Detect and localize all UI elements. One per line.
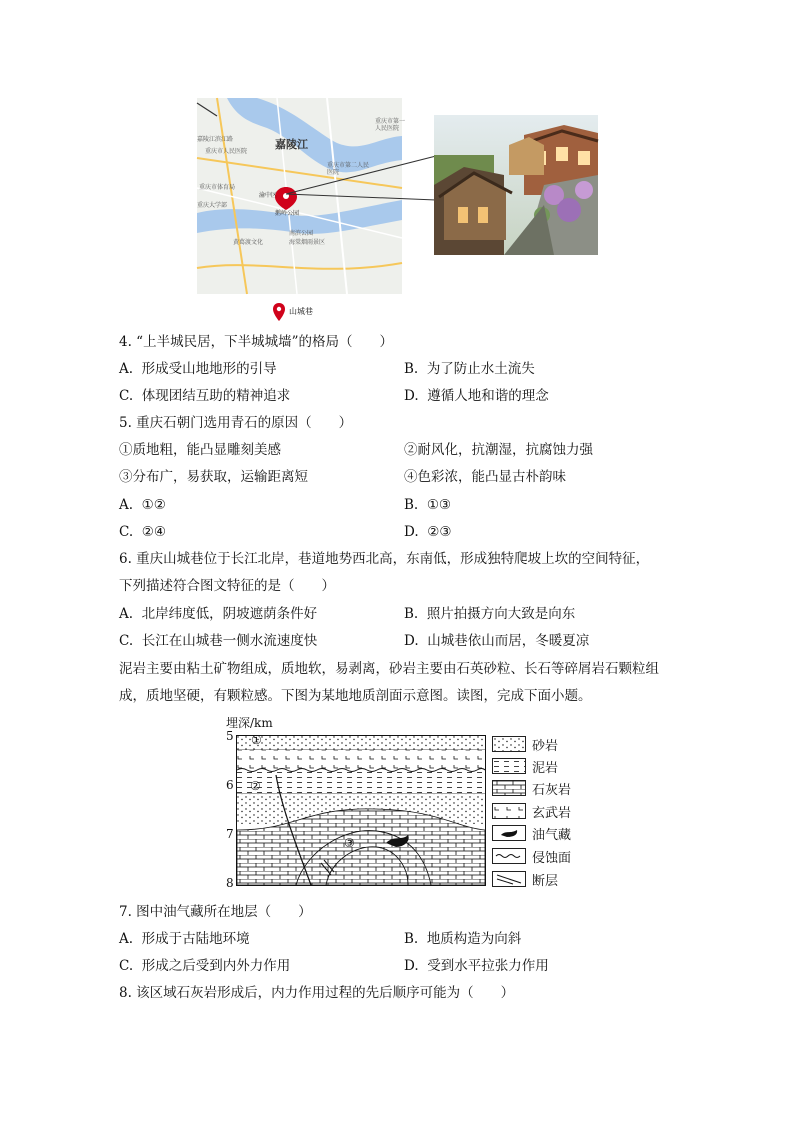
question-5-stem: 5. 重庆石朝门选用青石的原因（ ） — [119, 415, 353, 431]
option-letter: D. — [404, 633, 419, 649]
marker-3: ③ — [344, 836, 355, 850]
map-place: 重庆市体育局 — [199, 184, 236, 191]
option-text: 为了防止水土流失 — [426, 361, 535, 377]
connector-lines — [280, 150, 440, 210]
map-place: 鹅岭公园 — [275, 210, 300, 217]
q5-option-c — [119, 523, 166, 541]
option-letter: D. — [404, 958, 419, 974]
map-legend-label: 山城巷 — [289, 307, 313, 316]
passage-line-1: 泥岩主要由粘土矿物组成，质地软，易剥离，砂岩主要由石英砂粒、长石等碎屑岩石颗粒组 — [119, 661, 659, 677]
basalt-pattern-icon — [492, 803, 526, 819]
q6-option-d — [404, 632, 589, 650]
q7-option-c — [119, 957, 290, 975]
option-text: 受到水平拉张力作用 — [427, 958, 549, 974]
q7-option-b — [404, 930, 521, 948]
geologic-section — [236, 735, 486, 886]
street-photo — [434, 115, 598, 255]
q5-option-a — [119, 496, 166, 514]
limestone-pattern-icon — [492, 780, 526, 796]
marker-2: ② — [250, 779, 261, 793]
option-text: ②④ — [141, 524, 166, 540]
fault-icon — [492, 871, 526, 887]
option-text: 遵循人地和谐的理念 — [427, 388, 549, 404]
question-6-stem-cont: 下列描述符合图文特征的是（ ） — [119, 578, 335, 594]
option-text: ①② — [141, 497, 166, 513]
legend-label: 石灰岩 — [532, 783, 572, 798]
q4-option-d — [404, 387, 549, 405]
map-place: 重庆市人民医院 — [205, 148, 248, 155]
q6-option-c — [119, 632, 317, 650]
q6-option-a — [119, 605, 317, 623]
option-text: 形成之后受到内外力作用 — [141, 958, 291, 974]
option-text: 长江在山城巷一侧水流速度快 — [141, 633, 318, 649]
q5-item-1: ①质地粗，能凸显雕刻美感 — [119, 442, 281, 458]
location-pin-icon — [272, 302, 286, 322]
q4-option-b — [404, 360, 535, 378]
tick-label: 8 — [226, 876, 234, 890]
option-text: 形成受山地地形的引导 — [141, 361, 277, 377]
legend-label: 玄武岩 — [532, 806, 572, 821]
option-text: 体现团结互助的精神追求 — [141, 388, 291, 404]
option-letter: D. — [404, 524, 419, 540]
mudstone-pattern-icon — [492, 758, 526, 774]
option-letter: A. — [119, 931, 134, 947]
tick-label: 6 — [226, 778, 234, 792]
legend-label: 泥岩 — [532, 761, 559, 776]
map-place: 嘉陵江滨江路 — [197, 136, 234, 143]
option-text: 照片拍摄方向大致是向东 — [426, 606, 576, 622]
q7-option-d — [404, 957, 549, 975]
option-text: 形成于古陆地环境 — [141, 931, 250, 947]
oil-reservoir-icon — [492, 825, 526, 841]
tick-label: 7 — [226, 827, 234, 841]
option-letter: C. — [119, 388, 134, 404]
map-place: 重庆市第二人民医院 — [327, 162, 370, 176]
photo-graphic — [434, 115, 598, 255]
option-text: 地质构造为向斜 — [426, 931, 522, 947]
map-place: 海棠烟雨景区 — [289, 239, 326, 246]
option-letter: A. — [119, 361, 134, 377]
option-text: ②③ — [427, 524, 452, 540]
option-letter: C. — [119, 633, 134, 649]
option-letter: C. — [119, 524, 134, 540]
erosion-surface-icon — [492, 848, 526, 864]
legend-label: 砂岩 — [532, 739, 559, 754]
q5-item-3: ③分布广，易获取，运输距离短 — [119, 469, 308, 485]
option-text: 北岸纬度低，阴坡遮荫条件好 — [141, 606, 318, 622]
q4-option-a — [119, 360, 277, 378]
q5-option-b — [404, 496, 451, 514]
option-letter: B. — [404, 931, 419, 947]
q7-option-a — [119, 930, 250, 948]
option-letter: D. — [404, 388, 419, 404]
legend-label: 侵蚀面 — [532, 851, 572, 866]
option-letter: B. — [404, 361, 419, 377]
map-place: 重庆市第一人民医院 — [375, 118, 406, 132]
question-6-stem: 6. 重庆山城巷位于长江北岸，巷道地势西北高，东南低，形成独特爬坡上坎的空间特征， — [119, 551, 650, 567]
option-text: 山城巷依山而居，冬暖夏凉 — [427, 633, 590, 649]
q5-option-d — [404, 523, 451, 541]
option-letter: A. — [119, 497, 134, 513]
legend-label: 断层 — [532, 874, 559, 889]
marker-1: ① — [251, 733, 262, 747]
q6-option-b — [404, 605, 575, 623]
sandstone-pattern-icon — [492, 736, 526, 752]
river-label: 嘉陵江 — [275, 138, 308, 151]
question-8-stem: 8. 该区域石灰岩形成后，内力作用过程的先后顺序可能为（ ） — [119, 985, 515, 1001]
question-7-stem: 7. 图中油气藏所在地层（ ） — [119, 904, 312, 920]
map-place: 渝中区 — [259, 192, 278, 199]
tick-label: 5 — [226, 729, 234, 743]
legend-label: 油气藏 — [532, 828, 572, 843]
option-letter: B. — [404, 606, 419, 622]
passage-line-2: 成，质地坚硬，有颗粒感。下图为某地地质剖面示意图。读图，完成下面小题。 — [119, 688, 592, 704]
q4-option-c — [119, 387, 290, 405]
question-4-stem: 4. “上半城民居，下半城城墙”的格局（ ） — [119, 334, 393, 350]
map-place: 黄葛渡文化 — [233, 239, 264, 246]
option-letter: B. — [404, 497, 419, 513]
section-ylabel: 埋深/km — [226, 716, 273, 730]
option-letter: C. — [119, 958, 134, 974]
q5-item-2: ②耐风化，抗潮湿，抗腐蚀力强 — [404, 442, 593, 458]
map-place: 南滨公园 — [289, 230, 314, 237]
option-letter: A. — [119, 606, 134, 622]
q5-item-4: ④色彩浓，能凸显古朴韵味 — [404, 469, 566, 485]
option-text: ①③ — [426, 497, 452, 513]
map-place: 重庆大学部 — [197, 202, 228, 209]
